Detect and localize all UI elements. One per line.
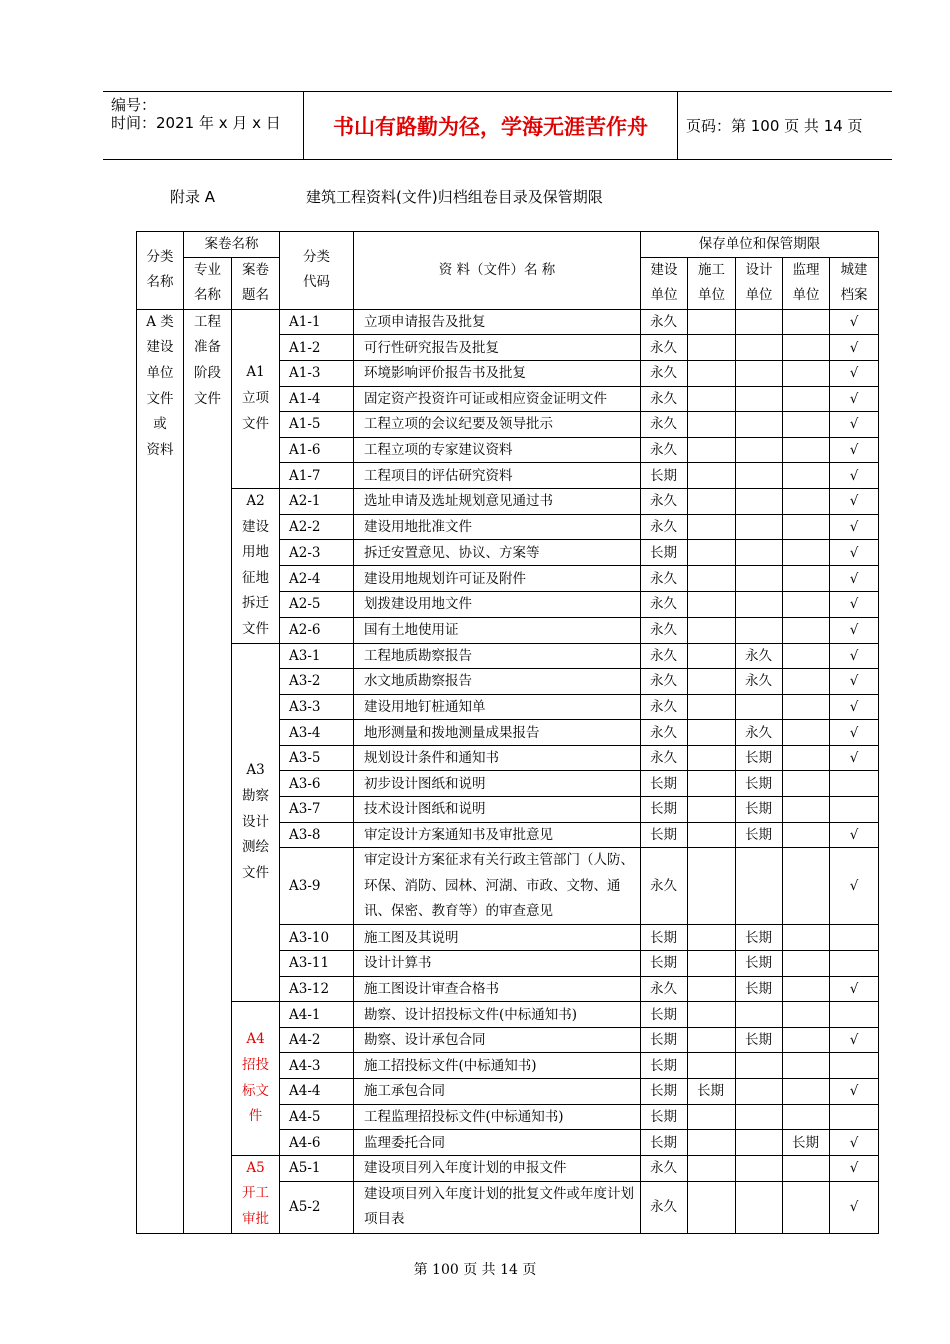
retention-design: 长期 [736, 951, 783, 977]
archive-mark: √ [830, 463, 879, 489]
retention-construct [688, 797, 736, 823]
retention-construct [688, 745, 736, 771]
doc-code: A3-11 [280, 951, 354, 977]
doc-code: A3-10 [280, 925, 354, 951]
retention-build: 永久 [641, 514, 688, 540]
retention-design: 长期 [736, 1027, 783, 1053]
retention-construct [688, 1155, 736, 1181]
unit-header-supervise: 监理 单位 [783, 257, 830, 309]
doc-code: A3-12 [280, 976, 354, 1002]
retention-design: 长期 [736, 976, 783, 1002]
doc-name: 工程监理招投标文件(中标通知书) [354, 1104, 641, 1130]
retention-design [736, 1002, 783, 1028]
archive-mark [830, 951, 879, 977]
retention-supervise [783, 1155, 830, 1181]
retention-build: 永久 [641, 591, 688, 617]
retention-construct: 长期 [688, 1079, 736, 1105]
retention-supervise [783, 309, 830, 335]
specialty-cell: 工程 准备 阶段 文件 [184, 309, 232, 1233]
doc-code: A3-1 [280, 643, 354, 669]
doc-code: A1-6 [280, 437, 354, 463]
retention-construct [688, 1130, 736, 1156]
retention-supervise [783, 694, 830, 720]
doc-code: A1-5 [280, 412, 354, 438]
retention-design: 长期 [736, 797, 783, 823]
retention-supervise [783, 1027, 830, 1053]
doc-name: 施工招投标文件(中标通知书) [354, 1053, 641, 1079]
archive-mark [830, 797, 879, 823]
retention-supervise [783, 488, 830, 514]
retention-build: 长期 [641, 951, 688, 977]
retention-supervise [783, 976, 830, 1002]
doc-name: 审定设计方案征求有关行政主管部门（人防、环保、消防、园林、河湖、市政、文物、通讯、保密、教育等）的审查意见 [354, 848, 641, 925]
retention-build: 长期 [641, 822, 688, 848]
retention-build: 永久 [641, 694, 688, 720]
doc-code: A4-6 [280, 1130, 354, 1156]
retention-design: 永久 [736, 669, 783, 695]
doc-code: A3-5 [280, 745, 354, 771]
retention-design [736, 566, 783, 592]
retention-construct [688, 669, 736, 695]
retention-build: 永久 [641, 309, 688, 335]
archive-mark: √ [830, 848, 879, 925]
retention-design [736, 617, 783, 643]
retention-design [736, 1155, 783, 1181]
doc-name: 建设用地规划许可证及附件 [354, 566, 641, 592]
archive-mark: √ [830, 822, 879, 848]
retention-build: 永久 [641, 848, 688, 925]
archive-mark: √ [830, 566, 879, 592]
doc-name: 工程立项的专家建议资料 [354, 437, 641, 463]
retention-construct [688, 771, 736, 797]
retention-build: 永久 [641, 360, 688, 386]
archive-mark: √ [830, 720, 879, 746]
retention-design [736, 694, 783, 720]
retention-design: 长期 [736, 822, 783, 848]
doc-name: 施工图及其说明 [354, 925, 641, 951]
retention-construct [688, 566, 736, 592]
archive-mark: √ [830, 488, 879, 514]
retention-construct [688, 1104, 736, 1130]
archive-mark [830, 1053, 879, 1079]
retention-construct [688, 591, 736, 617]
retention-supervise [783, 822, 830, 848]
retention-supervise [783, 797, 830, 823]
header-meta [103, 92, 304, 159]
retention-supervise [783, 360, 830, 386]
retention-design [736, 1181, 783, 1233]
retention-design [736, 335, 783, 361]
retention-build: 永久 [641, 566, 688, 592]
doc-name: 审定设计方案通知书及审批意见 [354, 822, 641, 848]
doc-name: 国有土地使用证 [354, 617, 641, 643]
doc-name: 建设项目列入年度计划的申报文件 [354, 1155, 641, 1181]
retention-design: 永久 [736, 720, 783, 746]
doc-name: 选址申请及选址规划意见通过书 [354, 488, 641, 514]
doc-name: 拆迁安置意见、协议、方案等 [354, 540, 641, 566]
retention-supervise [783, 745, 830, 771]
retention-construct [688, 412, 736, 438]
retention-supervise [783, 335, 830, 361]
archive-mark: √ [830, 1079, 879, 1105]
retention-supervise: 长期 [783, 1130, 830, 1156]
page-info: 页码：第 100 页 共 14 页 [686, 117, 863, 135]
volume-title-cell: A4 招投 标文 件 [232, 1002, 280, 1156]
retention-design [736, 1053, 783, 1079]
archive-table [136, 231, 879, 1234]
doc-name: 勘察、设计承包合同 [354, 1027, 641, 1053]
doc-code: A2-5 [280, 591, 354, 617]
retention-supervise [783, 771, 830, 797]
retention-construct [688, 540, 736, 566]
doc-name: 技术设计图纸和说明 [354, 797, 641, 823]
doc-name: 固定资产投资许可证或相应资金证明文件 [354, 386, 641, 412]
doc-name: 水文地质勘察报告 [354, 669, 641, 695]
retention-construct [688, 488, 736, 514]
retention-design: 永久 [736, 643, 783, 669]
doc-code: A3-8 [280, 822, 354, 848]
retention-supervise [783, 617, 830, 643]
doc-name: 建设项目列入年度计划的批复文件或年度计划项目表 [354, 1181, 641, 1233]
retention-construct [688, 386, 736, 412]
archive-mark: √ [830, 540, 879, 566]
doc-code: A3-4 [280, 720, 354, 746]
retention-construct [688, 1002, 736, 1028]
archive-mark: √ [830, 360, 879, 386]
retention-construct [688, 1053, 736, 1079]
retention-supervise [783, 951, 830, 977]
doc-code: A4-2 [280, 1027, 354, 1053]
archive-mark: √ [830, 1130, 879, 1156]
doc-code: A3-9 [280, 848, 354, 925]
retention-construct [688, 822, 736, 848]
doc-code: A4-5 [280, 1104, 354, 1130]
archive-mark: √ [830, 1181, 879, 1233]
doc-name: 建设用地钉桩通知单 [354, 694, 641, 720]
retention-construct [688, 951, 736, 977]
retention-construct [688, 309, 736, 335]
archive-mark: √ [830, 1027, 879, 1053]
retention-design [736, 848, 783, 925]
retention-supervise [783, 1181, 830, 1233]
document-header [103, 91, 892, 160]
doc-code: A1-7 [280, 463, 354, 489]
doc-code: A5-1 [280, 1155, 354, 1181]
doc-code: A3-2 [280, 669, 354, 695]
doc-name: 规划设计条件和通知书 [354, 745, 641, 771]
page-footer: 第 100 页 共 14 页 [413, 1262, 537, 1278]
retention-design [736, 540, 783, 566]
retention-design [736, 1104, 783, 1130]
retention-construct [688, 335, 736, 361]
unit-header-archive: 城建 档案 [830, 257, 879, 309]
doc-code: A1-2 [280, 335, 354, 361]
retention-design [736, 463, 783, 489]
archive-mark: √ [830, 437, 879, 463]
retention-build: 永久 [641, 643, 688, 669]
volume-title-cell: A2 建设 用地 征地 拆迁 文件 [232, 488, 280, 643]
doc-name: 监理委托合同 [354, 1130, 641, 1156]
retention-build: 永久 [641, 1155, 688, 1181]
retention-build: 永久 [641, 976, 688, 1002]
archive-mark: √ [830, 976, 879, 1002]
retention-construct [688, 463, 736, 489]
retention-supervise [783, 1079, 830, 1105]
retention-build: 长期 [641, 1079, 688, 1105]
unit-header-design: 设计 单位 [736, 257, 783, 309]
doc-code: A3-7 [280, 797, 354, 823]
retention-construct [688, 694, 736, 720]
archive-mark: √ [830, 745, 879, 771]
table-row [137, 643, 879, 669]
doc-code: A2-3 [280, 540, 354, 566]
retention-design [736, 514, 783, 540]
archive-mark [830, 1104, 879, 1130]
archive-mark: √ [830, 514, 879, 540]
retention-design: 长期 [736, 771, 783, 797]
retention-construct [688, 1181, 736, 1233]
retention-build: 长期 [641, 1130, 688, 1156]
retention-build: 长期 [641, 771, 688, 797]
archive-mark: √ [830, 694, 879, 720]
doc-code: A1-4 [280, 386, 354, 412]
retention-design [736, 360, 783, 386]
doc-name: 设计计算书 [354, 951, 641, 977]
retention-supervise [783, 412, 830, 438]
retention-design [736, 591, 783, 617]
retention-build: 永久 [641, 412, 688, 438]
doc-name: 施工图设计审查合格书 [354, 976, 641, 1002]
retention-design [736, 412, 783, 438]
retention-design [736, 386, 783, 412]
table-row [137, 488, 879, 514]
doc-code: A2-2 [280, 514, 354, 540]
retention-supervise [783, 566, 830, 592]
retention-build: 永久 [641, 335, 688, 361]
retention-build: 永久 [641, 720, 688, 746]
retention-build: 长期 [641, 463, 688, 489]
retention-construct [688, 514, 736, 540]
doc-name: 施工承包合同 [354, 1079, 641, 1105]
doc-code: A2-4 [280, 566, 354, 592]
retention-construct [688, 437, 736, 463]
unit-header-construct: 施工 单位 [688, 257, 736, 309]
archive-mark [830, 925, 879, 951]
retention-supervise [783, 643, 830, 669]
table-row [137, 1155, 879, 1181]
retention-build: 长期 [641, 1002, 688, 1028]
retention-design [736, 1079, 783, 1105]
doc-name: 环境影响评价报告书及批复 [354, 360, 641, 386]
retention-supervise [783, 463, 830, 489]
retention-build: 永久 [641, 488, 688, 514]
retention-design: 长期 [736, 745, 783, 771]
doc-name-header: 资 料（文件）名 称 [354, 232, 641, 310]
doc-name: 划拨建设用地文件 [354, 591, 641, 617]
volume-title-cell: A1 立项 文件 [232, 309, 280, 488]
retention-supervise [783, 669, 830, 695]
category-cell: A 类 建设 单位 文件 或 资料 [137, 309, 184, 1233]
retention-construct [688, 360, 736, 386]
unit-header-build: 建设 单位 [641, 257, 688, 309]
retention-construct [688, 720, 736, 746]
doc-name: 立项申请报告及批复 [354, 309, 641, 335]
retention-build: 长期 [641, 925, 688, 951]
retention-build: 永久 [641, 386, 688, 412]
doc-name: 可行性研究报告及批复 [354, 335, 641, 361]
appendix-label: 附录 A [170, 188, 216, 206]
retention-design: 长期 [736, 925, 783, 951]
doc-code: A4-4 [280, 1079, 354, 1105]
doc-code: A2-1 [280, 488, 354, 514]
archive-mark: √ [830, 591, 879, 617]
retention-construct [688, 976, 736, 1002]
archive-mark: √ [830, 412, 879, 438]
retention-supervise [783, 848, 830, 925]
retention-design [736, 437, 783, 463]
retention-header: 保存单位和保管期限 [641, 232, 879, 258]
retention-design [736, 309, 783, 335]
doc-code: A3-6 [280, 771, 354, 797]
appendix-title: 建筑工程资料(文件)归档组卷目录及保管期限 [306, 188, 603, 206]
retention-build: 长期 [641, 1104, 688, 1130]
retention-supervise [783, 720, 830, 746]
archive-mark [830, 1002, 879, 1028]
archive-mark: √ [830, 1155, 879, 1181]
retention-supervise [783, 925, 830, 951]
category-header: 分类 名称 [137, 232, 184, 310]
retention-supervise [783, 1002, 830, 1028]
doc-name: 工程项目的评估研究资料 [354, 463, 641, 489]
retention-construct [688, 617, 736, 643]
retention-build: 长期 [641, 1053, 688, 1079]
doc-name: 工程地质勘察报告 [354, 643, 641, 669]
retention-build: 永久 [641, 745, 688, 771]
specialty-header: 专业 名称 [184, 257, 232, 309]
archive-mark: √ [830, 309, 879, 335]
archive-mark [830, 771, 879, 797]
retention-supervise [783, 591, 830, 617]
doc-name: 初步设计图纸和说明 [354, 771, 641, 797]
number-label: 编号： [111, 96, 157, 114]
volume-name-header: 案卷名称 [184, 232, 280, 258]
retention-construct [688, 1027, 736, 1053]
doc-code: A2-6 [280, 617, 354, 643]
doc-name: 地形测量和拨地测量成果报告 [354, 720, 641, 746]
volume-title-cell: A3 勘察 设计 测绘 文件 [232, 643, 280, 1002]
archive-mark: √ [830, 643, 879, 669]
archive-mark: √ [830, 335, 879, 361]
archive-mark: √ [830, 386, 879, 412]
retention-build: 永久 [641, 669, 688, 695]
doc-code: A5-2 [280, 1181, 354, 1233]
retention-supervise [783, 540, 830, 566]
retention-design [736, 488, 783, 514]
retention-build: 长期 [641, 797, 688, 823]
retention-supervise [783, 514, 830, 540]
retention-construct [688, 925, 736, 951]
retention-supervise [783, 1053, 830, 1079]
retention-build: 永久 [641, 617, 688, 643]
motto: 书山有路勤为径，学海无涯苦作舟 [304, 92, 678, 159]
time-label: 时间：2021 年 x 月 x 日 [111, 114, 281, 132]
retention-build: 永久 [641, 437, 688, 463]
doc-code: A4-3 [280, 1053, 354, 1079]
retention-construct [688, 643, 736, 669]
volume-title-header: 案卷 题名 [232, 257, 280, 309]
archive-mark: √ [830, 617, 879, 643]
archive-mark: √ [830, 669, 879, 695]
retention-supervise [783, 437, 830, 463]
table-row [137, 1002, 879, 1028]
volume-title-cell: A5 开工 审批 [232, 1155, 280, 1233]
retention-supervise [783, 386, 830, 412]
doc-code: A4-1 [280, 1002, 354, 1028]
doc-code: A1-1 [280, 309, 354, 335]
doc-code: A3-3 [280, 694, 354, 720]
retention-construct [688, 848, 736, 925]
retention-build: 长期 [641, 540, 688, 566]
doc-name: 勘察、设计招投标文件(中标通知书) [354, 1002, 641, 1028]
code-header: 分类 代码 [280, 232, 354, 310]
doc-name: 工程立项的会议纪要及领导批示 [354, 412, 641, 438]
retention-design [736, 1130, 783, 1156]
doc-name: 建设用地批准文件 [354, 514, 641, 540]
doc-code: A1-3 [280, 360, 354, 386]
table-row [137, 309, 879, 335]
retention-build: 长期 [641, 1027, 688, 1053]
retention-supervise [783, 1104, 830, 1130]
retention-build: 永久 [641, 1181, 688, 1233]
